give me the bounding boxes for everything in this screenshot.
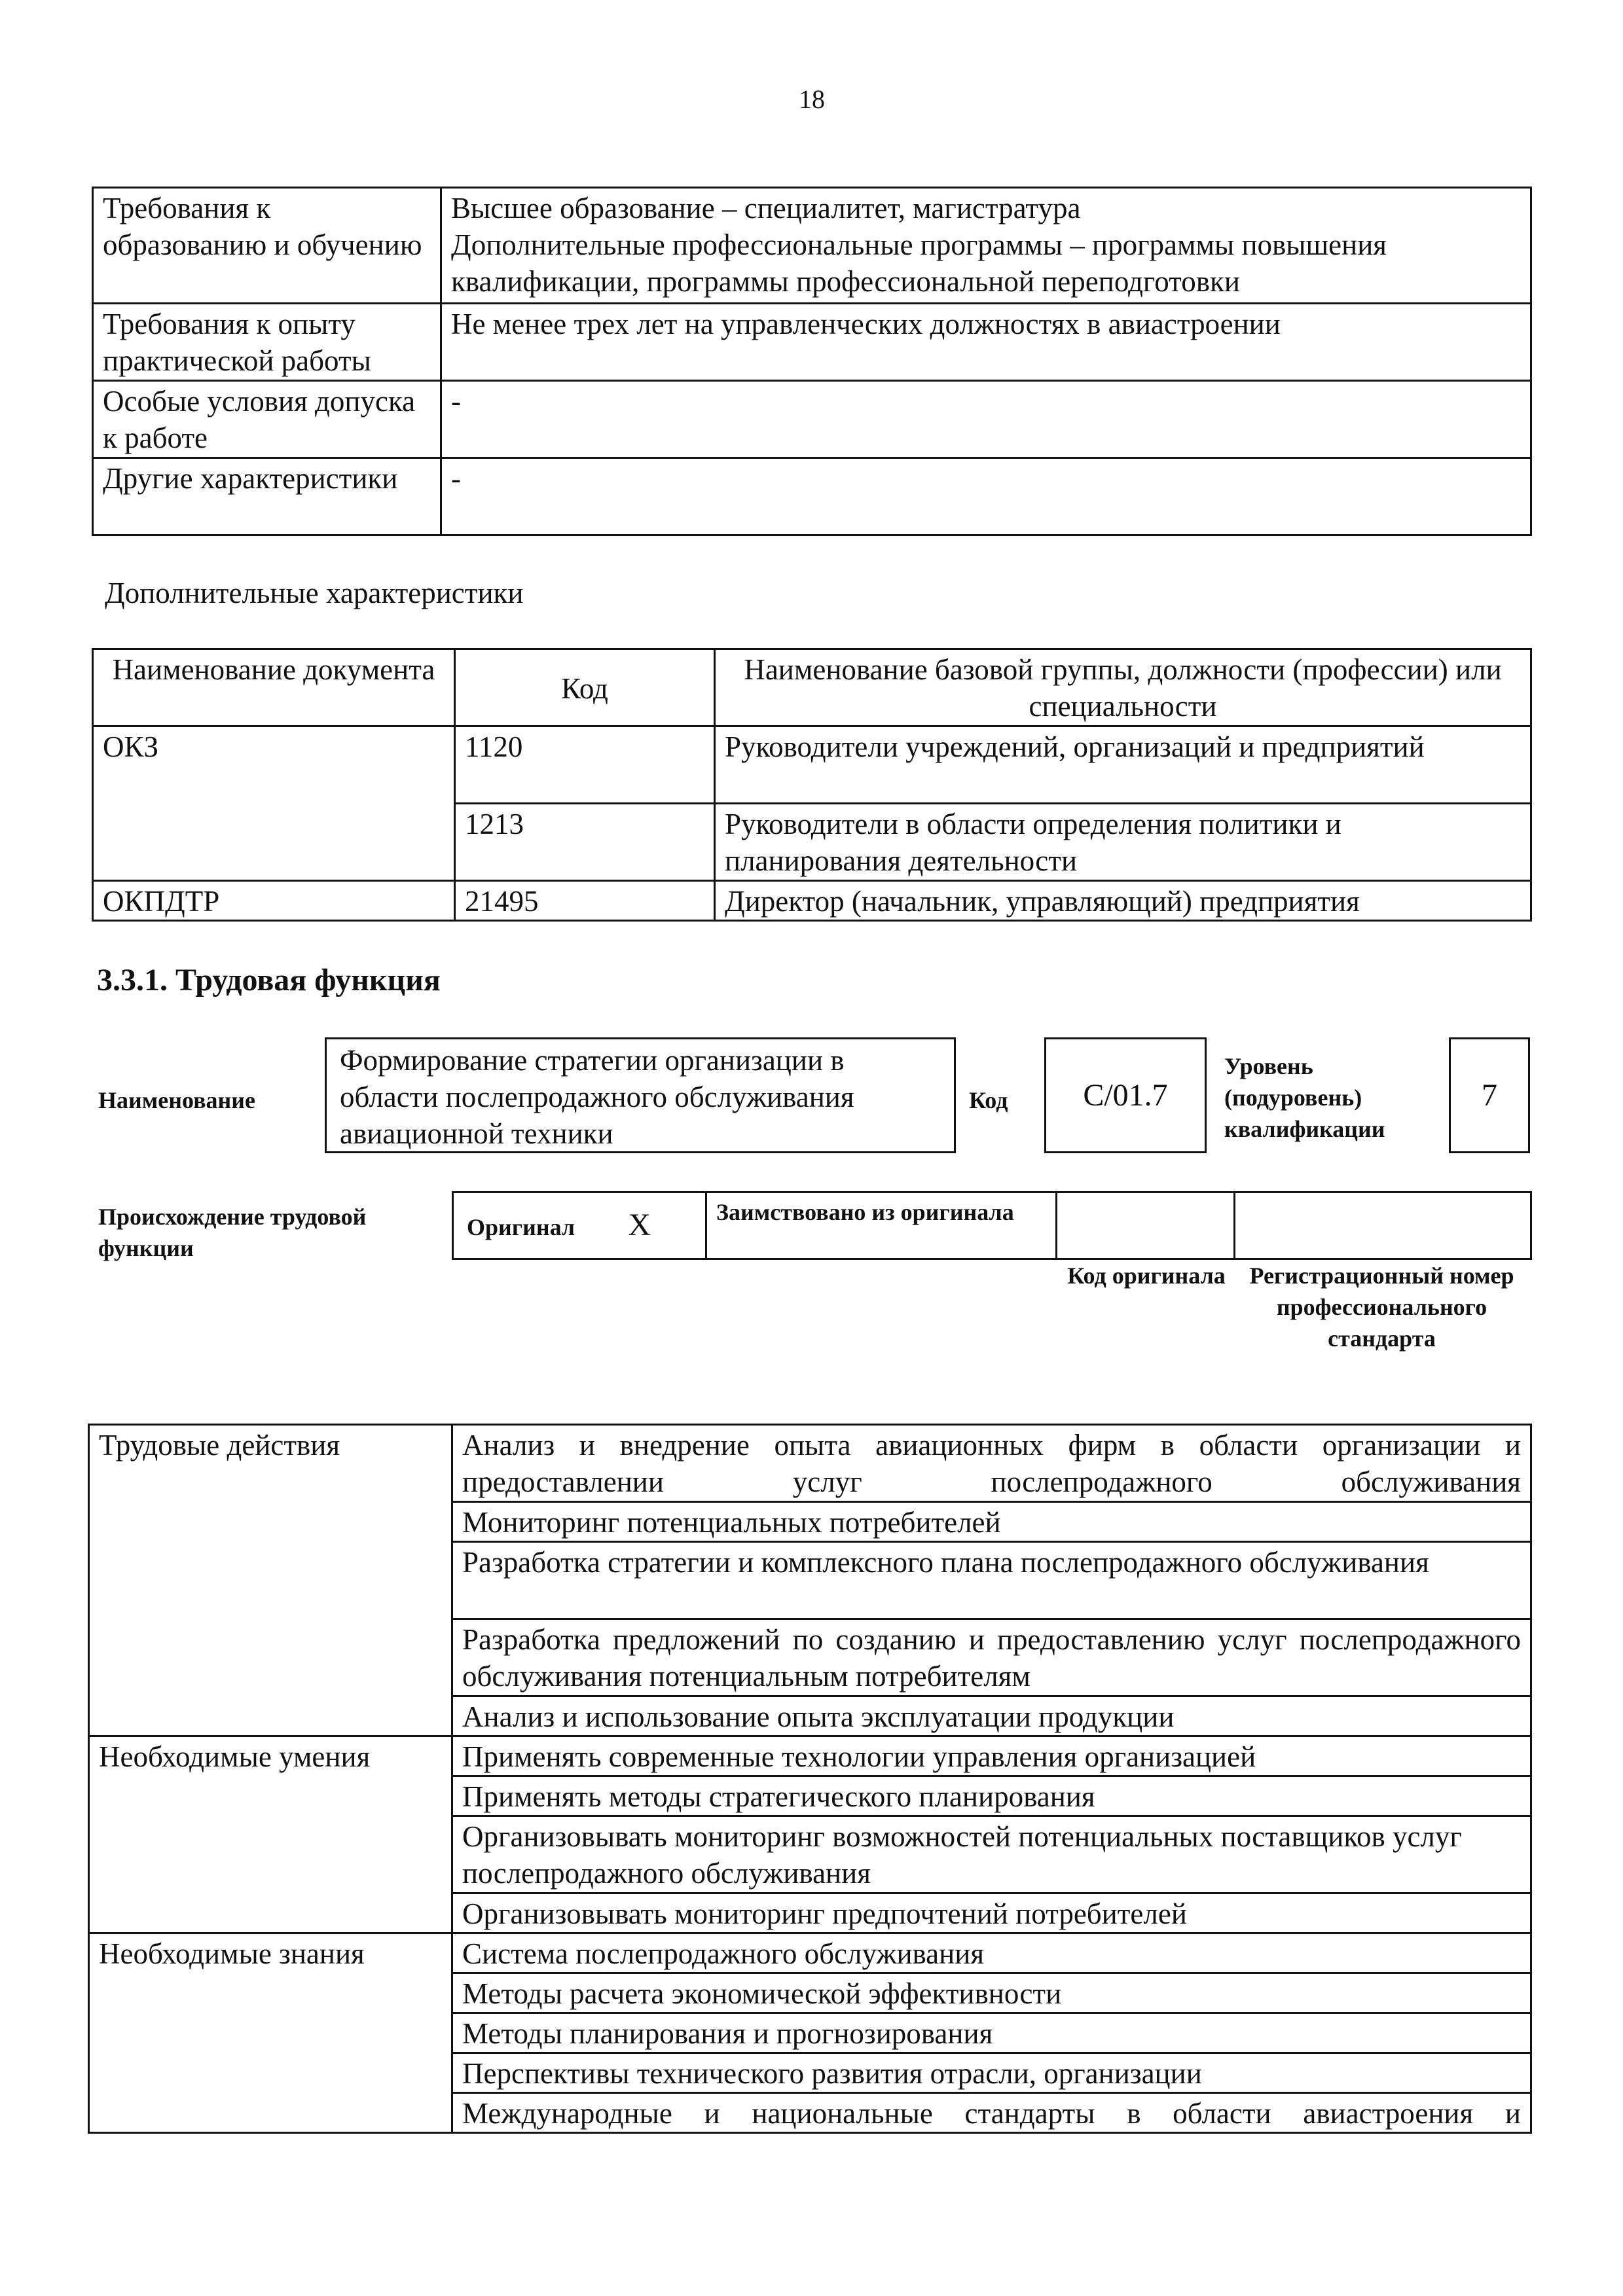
activity-item: Разработка стратегии и комплексного плана послепродажного обслуживания — [452, 1542, 1531, 1619]
requirement-label: Особые условия допуска к работе — [93, 381, 441, 458]
function-name-box: Формирование стратегии организации в области послепродажного обслуживания авиационной техники — [325, 1037, 956, 1153]
activity-item: Мониторинг потенциальных потребителей — [452, 1502, 1531, 1542]
table-row — [93, 726, 1531, 804]
origin-label: Происхождение трудовой функции — [98, 1204, 367, 1261]
knowledge-item: Перспективы технического развития отрасли, организации — [452, 2053, 1531, 2093]
table-row — [93, 458, 1531, 535]
table-row — [93, 881, 1531, 921]
skills-group-label: Необходимые умения — [89, 1736, 452, 1933]
original-label: Оригинал — [467, 1214, 575, 1240]
reg-number-caption: Регистрационный номер профессионального стандарта — [1249, 1263, 1514, 1352]
code-label: Код — [969, 1087, 1008, 1113]
skill-item: Организовывать мониторинг предпочтений потребителей — [452, 1893, 1531, 1933]
knowledge-group-label: Необходимые знания — [89, 1933, 452, 2133]
activity-item: Разработка предложений по созданию и предоставлению услуг послепродажного обслуживания потенциальным потребителям — [452, 1619, 1531, 1696]
requirement-line: Дополнительные профессиональные программы – программы повышения квалификации, программы профессиональной переподготовки — [451, 228, 1387, 298]
doc-cell — [93, 804, 455, 881]
header-name: Наименование базовой группы, должности (профессии) или специальности — [715, 649, 1531, 726]
code-box: C/01.7 — [1044, 1037, 1207, 1153]
activities-table — [88, 1424, 1532, 2134]
additional-title: Дополнительные характеристики — [105, 577, 524, 609]
code-cell: 1120 — [455, 726, 715, 804]
name-label: Наименование — [98, 1087, 255, 1113]
requirement-value — [441, 188, 1531, 304]
original-mark: X — [628, 1208, 651, 1242]
level-box: 7 — [1449, 1037, 1530, 1153]
code-cell: 21495 — [455, 881, 715, 921]
table-header-row — [93, 649, 1531, 726]
doc-cell: ОКЗ — [93, 726, 455, 804]
activity-item: Анализ и внедрение опыта авиационных фирм в области организации и предоставлении услуг послепродажного обслуживания — [452, 1425, 1531, 1502]
code-cell: 1213 — [455, 804, 715, 881]
level-label: Уровень (подуровень) квалификации — [1224, 1053, 1385, 1142]
knowledge-item: Методы расчета экономической эффективности — [452, 1973, 1531, 2013]
table-row — [93, 804, 1531, 881]
section-title: 3.3.1. Трудовая функция — [97, 963, 441, 997]
borrowed-cell: Заимствовано из оригинала — [706, 1193, 1057, 1259]
origin-table — [452, 1191, 1532, 1260]
knowledge-item: Система послепродажного обслуживания — [452, 1933, 1531, 1973]
requirement-label: Требования к образованию и обучению — [93, 188, 441, 304]
requirement-label: Другие характеристики — [93, 458, 441, 535]
skill-item: Применять современные технологии управления организацией — [452, 1736, 1531, 1776]
skill-item: Организовывать мониторинг возможностей потенциальных поставщиков услуг послепродажного обслуживания — [452, 1816, 1531, 1893]
requirement-value: - — [441, 458, 1531, 535]
requirement-label: Требования к опыту практической работы — [93, 304, 441, 381]
requirement-line: Высшее образование – специалитет, магистратура — [451, 192, 1081, 224]
knowledge-item: Международные и национальные стандарты в области авиастроения и — [452, 2093, 1531, 2133]
table-row — [453, 1193, 1531, 1259]
additional-table — [92, 648, 1532, 922]
name-cell: Директор (начальник, управляющий) предприятия — [715, 881, 1531, 921]
requirement-value: Не менее трех лет на управленческих должностях в авиастроении — [441, 304, 1531, 381]
skill-item: Применять методы стратегического планирования — [452, 1776, 1531, 1816]
table-row — [89, 1425, 1531, 1502]
name-cell: Руководители в области определения политики и планирования деятельности — [715, 804, 1531, 881]
doc-cell: ОКПДТР — [93, 881, 455, 921]
reg-number-cell — [1235, 1193, 1531, 1259]
table-row — [93, 304, 1531, 381]
table-row — [89, 1736, 1531, 1776]
table-row — [93, 381, 1531, 458]
table-row — [93, 188, 1531, 304]
knowledge-item: Методы планирования и прогнозирования — [452, 2013, 1531, 2053]
requirements-table — [92, 187, 1532, 536]
page-number: 18 — [799, 84, 825, 114]
original-cell — [453, 1193, 706, 1259]
header-code: Код — [455, 649, 715, 726]
header-doc: Наименование документа — [93, 649, 455, 726]
requirement-value: - — [441, 381, 1531, 458]
code-original-caption: Код оригинала — [1067, 1263, 1226, 1289]
table-row — [89, 1933, 1531, 1973]
code-original-cell — [1057, 1193, 1235, 1259]
activity-item: Анализ и использование опыта эксплуатации продукции — [452, 1696, 1531, 1736]
name-cell: Руководители учреждений, организаций и предприятий — [715, 726, 1531, 804]
activity-group-label: Трудовые действия — [89, 1425, 452, 1736]
